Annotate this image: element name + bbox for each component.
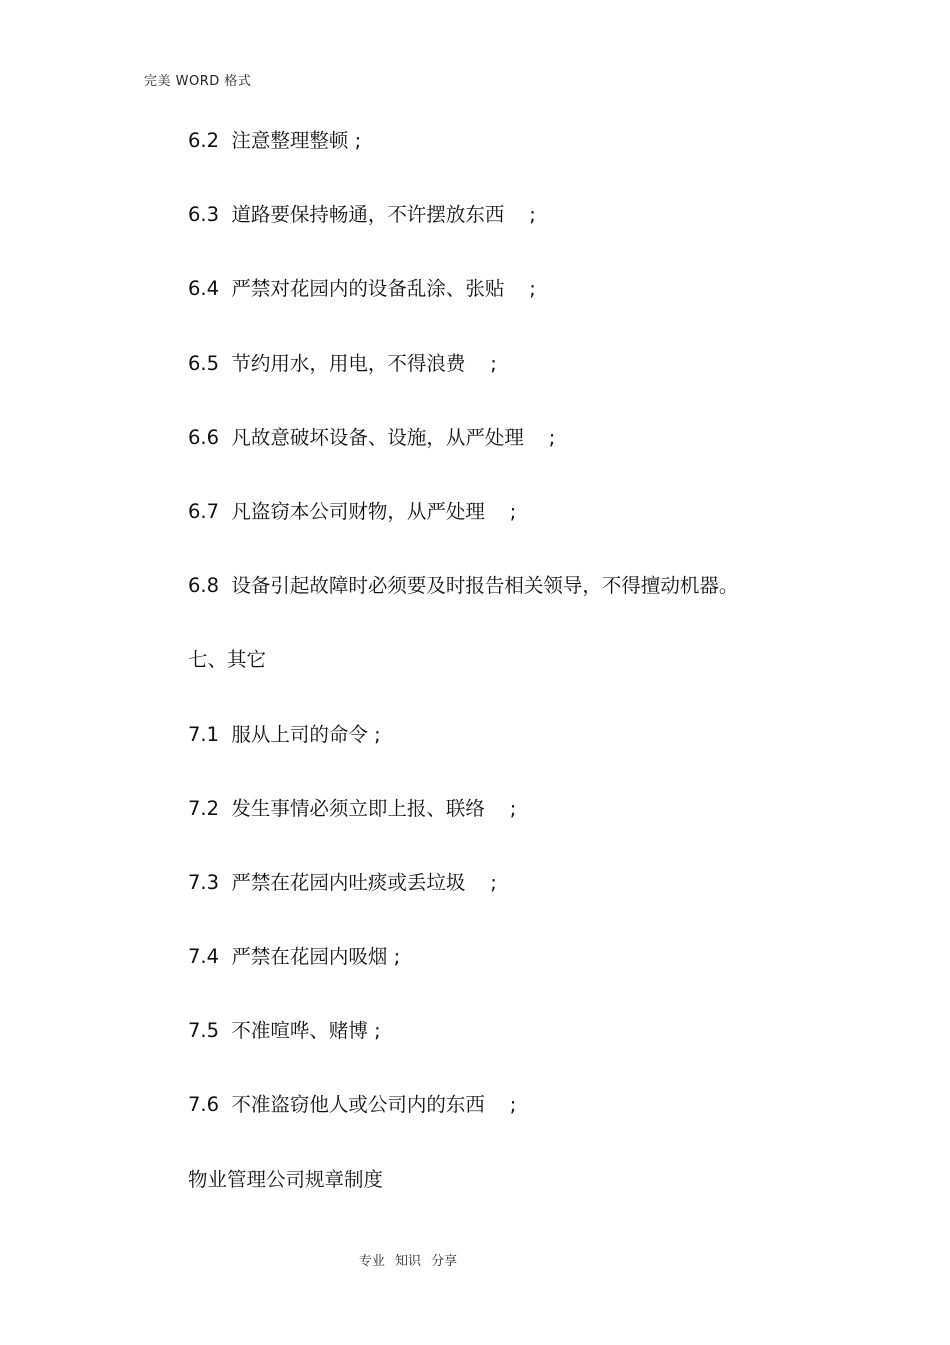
rule-6-8: 6.8 设备引起故障时必须要及时报告相关领导，不得擅动机器。 (188, 574, 739, 598)
rule-7-6: 7.6 不准盗窃他人或公司内的东西 ; (188, 1093, 517, 1117)
rule-6-5: 6.5 节约用水，用电，不得浪费 ; (188, 351, 497, 375)
rule-6-2: 6.2 注意整理整顿 ; (188, 129, 362, 152)
rule-7-3: 7.3 严禁在花园内吐痰或丢垃圾 ; (188, 870, 497, 894)
rule-7-5: 7.5 不准喧哗、赌博 ; (188, 1019, 381, 1043)
document-title: 物业管理公司规章制度 (188, 1167, 384, 1191)
rule-7-1: 7.1 服从上司的命令 ; (188, 722, 381, 746)
rule-6-6: 6.6 凡故意破坏设备、设施，从严处理 ; (188, 425, 556, 449)
page-footer: 专业 知识 分享 (358, 1254, 458, 1269)
rule-6-4: 6.4 严禁对花园内的设备乱涂、张贴 ; (188, 277, 536, 301)
rule-6-7: 6.7 凡盗窃本公司财物，从严处理 ; (188, 499, 517, 523)
section-heading-7: 七、其它 (188, 648, 267, 672)
rule-7-4: 7.4 严禁在花园内吸烟 ; (188, 945, 401, 969)
page-header: 完美 WORD 格式 (144, 74, 252, 89)
document-body (188, 126, 888, 1239)
rule-6-3: 6.3 道路要保持畅通，不许摆放东西 ; (188, 203, 536, 227)
rule-7-2: 7.2 发生事情必须立即上报、联络 ; (188, 796, 517, 820)
